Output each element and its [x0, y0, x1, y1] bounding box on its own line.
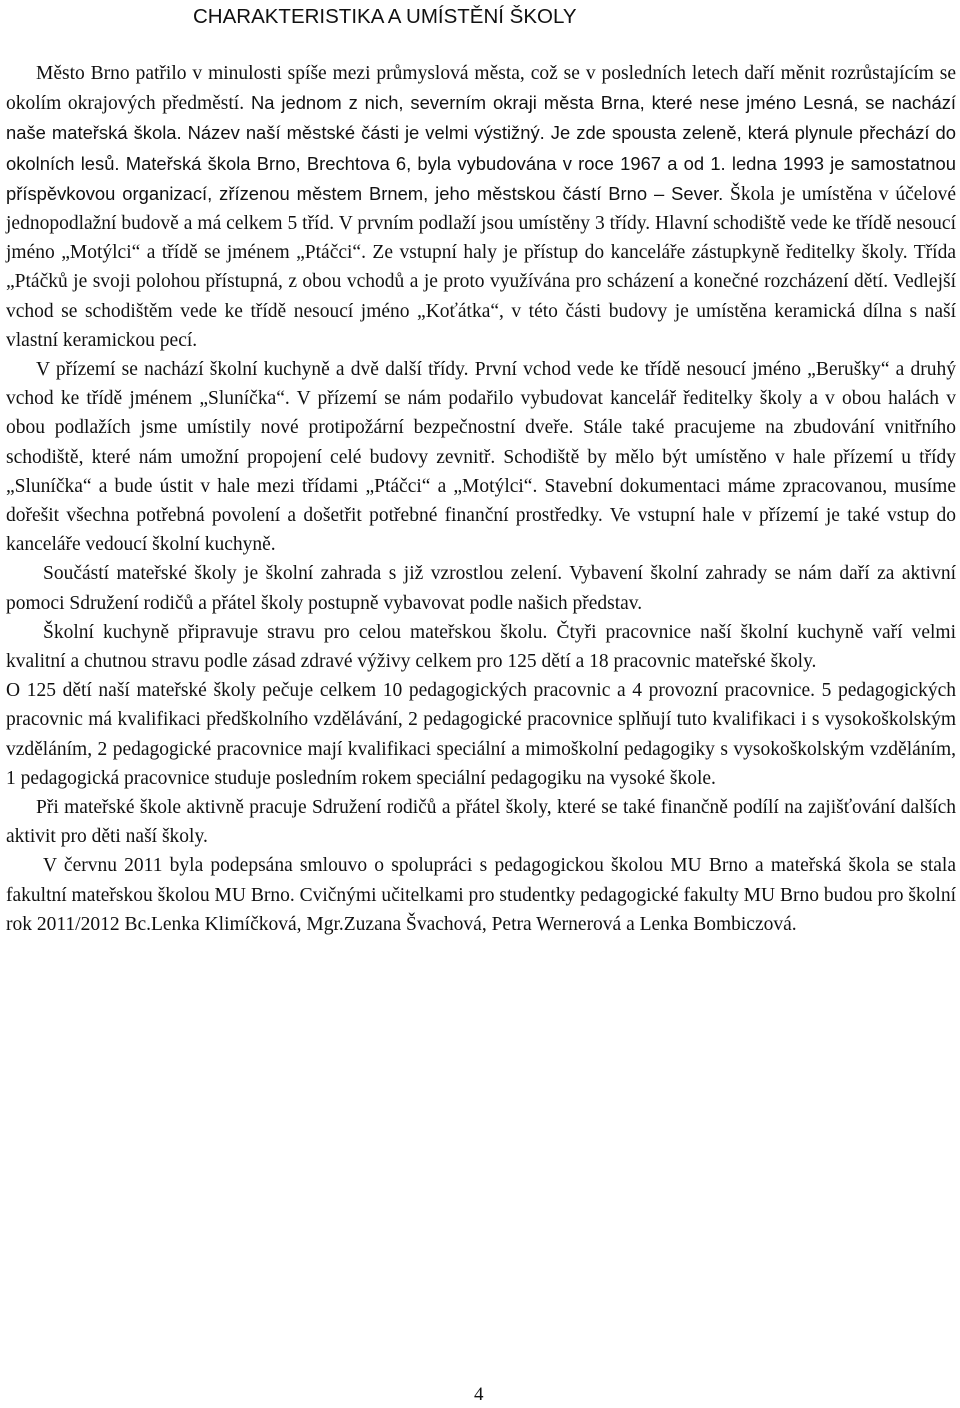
document-body [6, 59, 956, 939]
paragraph-staff: O 125 dětí naší mateřské školy pečuje celkem 10 pedagogických pracovnic a 4 provozní pracovnice. 5 pedagogických pracovnic má kvalifikaci předškolního vzdělávání, 2 pedagogické pracovnice splňují tuto kvalifikaci i s vysokoškolským vzděláním, 2 pedagogické pracovnice mají kvalifikaci speciální a mimoškolní pedagogiky s vysokoškolským vzděláním, 1 pedagogická pracovnice studuje posledním rokem speciální pedagogiku na vysoké škole. [6, 680, 956, 789]
paragraph-ground-floor: V přízemí se nachází školní kuchyně a dvě další třídy. První vchod vede ke třídě nesoucí jméno „Berušky“ a druhý vchod ke třídě jménem „Sluníčka“. V přízemí se nám podařilo vybudovat kancelář ředitelky školy a v obou halách v obou podlažích jsme umístily nové protipožární bezpečnostní dveře. Stále také pracujeme na zbudování vnitřního schodiště, které nám umožní propojení celé budovy zevnitř. Schodiště by mělo být umístěno v hale přízemí u třídy „Sluníčka“ a bude ústit v hale mezi třídami „Ptáčci“ a „Motýlci“. Stavební dokumentaci máme zpracovanou, musíme dořešit všechna potřebná povolení a došetřit potřebné finanční prostředky. Ve vstupní hale v přízemí je také vstup do kanceláře vedoucí školní kuchyně. [6, 359, 956, 556]
paragraph-building-text: Škola je umístěna v účelové jednopodlažní budově a má celkem 5 tříd. V prvním podlaží jsou umístěny 3 třídy. Hlavní schodiště vede ke třídě nesoucí jméno „Motýlci“ a třídě se jménem „Ptáčci“. Ze vstupní haly je přístup do kanceláře zástupkyně ředitelky školy. Třída „Ptáčků je svoji polohou přístupná, z obou vchodů a je proto využívána pro scházení a konečné rozcházení dětí. Vedlejší vchod se schodištěm vede ke třídě nesoucí jméno „Koťátka“, v této části budovy je umístěna keramická dílna s naší vlastní keramickou pecí. [6, 183, 957, 351]
paragraph-location-text: Na jednom z nich, severním okraji města Brna, které nese jméno Lesná, se nachází naše mateřská škola. Název naší městské části je velmi výstižný. Je zde spousta zeleně, která plynule přechází do okolních lesů. Mateřská škola Brno, Brechtova 6, byla vybudována v roce 1967 a od 1. ledna 1993 je samostatnou příspěvkovou organizací, zřízenou městem Brnem, jeho městskou částí Brno – Sever. [6, 92, 957, 204]
page-title: CHARAKTERISTIKA A UMÍSTĚNÍ ŠKOLY [193, 5, 577, 28]
paragraph-kitchen: Školní kuchyně připravuje stravu pro celou mateřskou školu. Čtyři pracovnice naší školní kuchyně vaří velmi kvalitní a chutnou stravu podle zásad zdravé výživy celkem pro 125 dětí a 18 pracovnic mateřské školy. [6, 621, 956, 673]
paragraph-garden: Součástí mateřské školy je školní zahrada s již vzrostlou zelení. Vybavení školní zahrady se nám daří za aktivní pomoci Sdružení rodičů a přátel školy postupně vybavovat podle našich představ. [6, 563, 956, 614]
paragraph-intro-text: Město Brno patřilo v minulosti spíše mezi průmyslová města, což se v posledních letech daří měnit rozrůstajícím se okolím okrajových předměstí. [6, 63, 956, 115]
page-number: 4 [474, 1384, 484, 1405]
paragraph-university-cooperation: V červnu 2011 byla podepsána smlouvo o spolupráci s pedagogickou školou MU Brno a mateřská škola se stala fakultní mateřskou školou MU Brno. Cvičnými učitelkami pro studentky pedagogické fakulty MU Brno budou pro školní rok 2011/2012 Bc.Lenka Klimíčková, Mgr.Zuzana Švachová, Petra Wernerová a Lenka Bombiczová. [6, 855, 956, 935]
paragraph-parents-association: Při mateřské škole aktivně pracuje Sdružení rodičů a přátel školy, které se také finančně podílí na zajišťování dalších aktivit pro děti naší školy. [6, 797, 956, 848]
paragraph-location [6, 59, 956, 355]
